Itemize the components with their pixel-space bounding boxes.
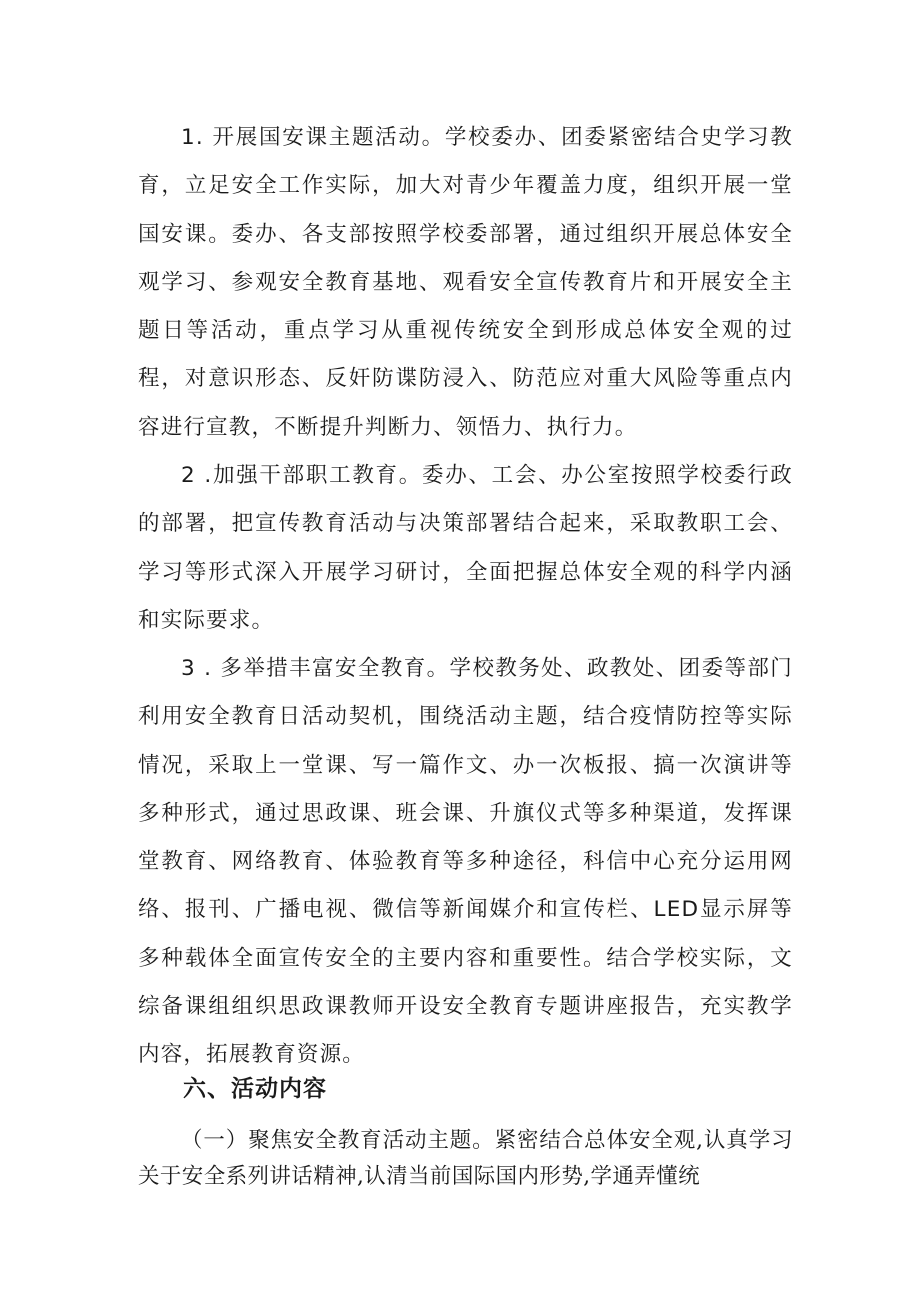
paragraph-2: 2 .加强干部职工教育。委办、工会、办公室按照学校委行政的部署，把宣传教育活动与决策部署结合起来，采取教职工会、学习等形式深入开展学习研讨，全面把握总体安全观的科学内涵和实际要求。 bbox=[138, 463, 793, 633]
section-heading: 六、活动内容 bbox=[183, 1076, 327, 1102]
paragraph-1: 1. 开展国安课主题活动。学校委办、团委紧密结合史学习教育，立足安全工作实际，加大对青少年覆盖力度，组织开展一堂国安课。委办、各支部按照学校委部署，通过组织开展总体安全观学习、参观安全教育基地、观看安全宣传教育片和开展安全主题日等活动，重点学习从重视传统安全到形成总体安全观的过程，对意识形态、反奸防谍防浸入、防范应对重大风险等重点内容进行宣教，不断提升判断力、领悟力、执行力。 bbox=[138, 125, 793, 440]
paragraph-3: 3 . 多举措丰富安全教育。学校教务处、政教处、团委等部门利用安全教育日活动契机，围绕活动主题，结合疫情防控等实际情况，采取上一堂课、写一篇作文、办一次板报、搞一次演讲等多种形式，通过思政课、班会课、升旗仪式等多种渠道，发挥课堂教育、网络教育、体验教育等多种途径，科信中心充分运用网络、报刊、广播电视、微信等新闻媒介和宣传栏、LED显示屏等多种载体全面宣传安全的主要内容和重要性。结合学校实际，文综备课组组织思政课教师开设安全教育专题讲座报告，充实教学内容，拓展教育资源。 bbox=[138, 656, 793, 1068]
section-paragraph: （一）聚焦安全教育活动主题。紧密结合总体安全观,认真学习关于安全系列讲话精神,认清当前国际国内形势,学通弄懂统 bbox=[138, 1128, 793, 1189]
